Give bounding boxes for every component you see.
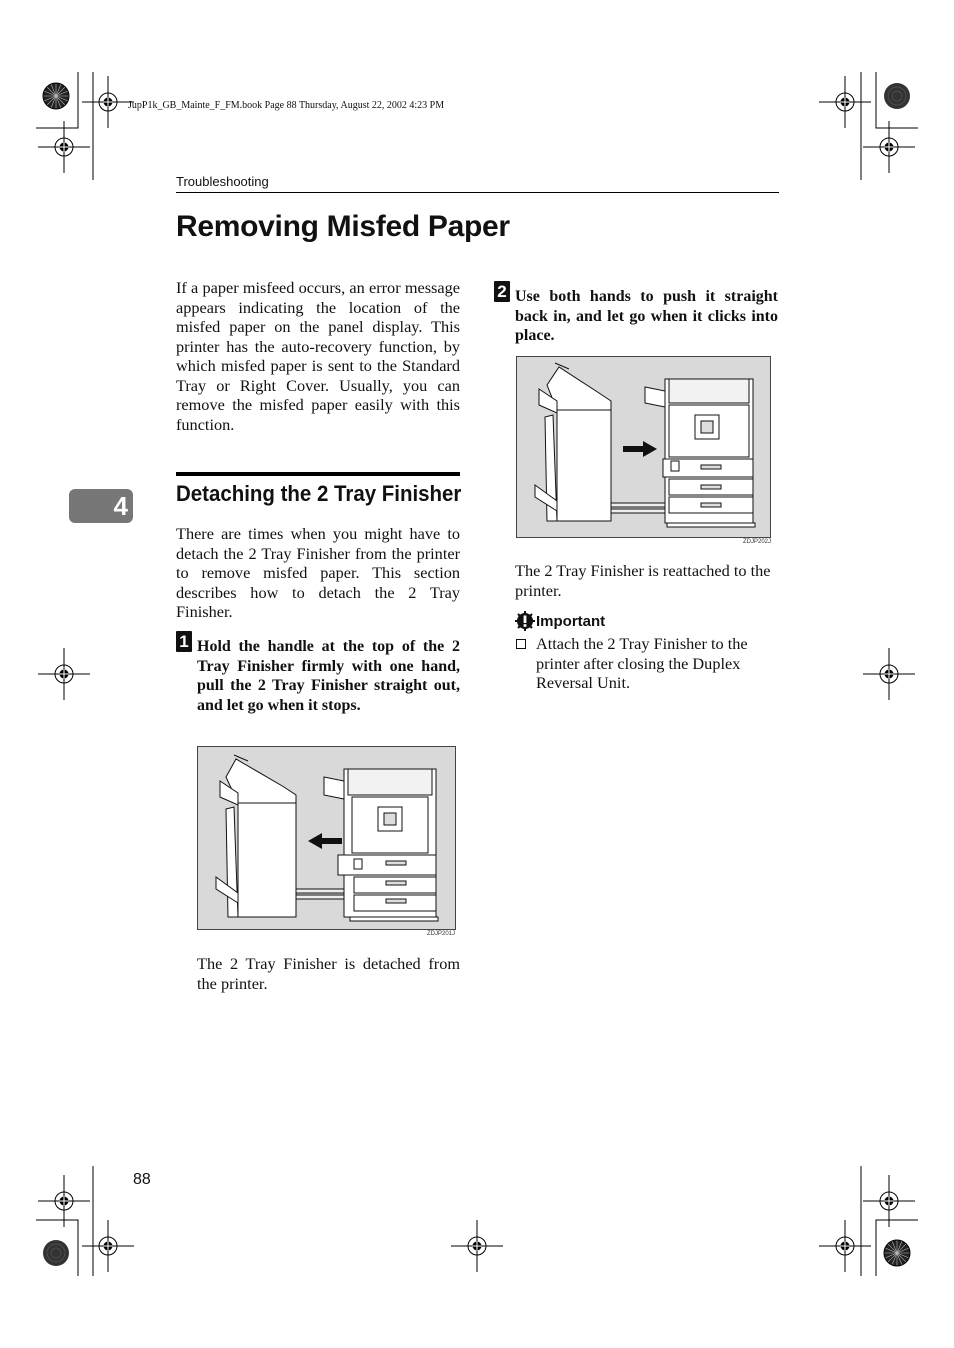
figure-detach-finisher xyxy=(197,746,456,930)
illustration-finisher-reattached xyxy=(517,357,770,537)
page-number: 88 xyxy=(133,1171,151,1188)
important-heading xyxy=(515,611,605,631)
important-label: Important xyxy=(536,612,606,630)
important-item: Attach the 2 Tray Finisher to the printer after closing the Duplex Reversal Unit. xyxy=(536,634,748,692)
step-1-badge: 1 xyxy=(176,631,192,652)
illustration-finisher-detached xyxy=(198,747,455,929)
section-rule xyxy=(176,472,460,476)
header-rule xyxy=(176,192,779,193)
figure-2-code: ZDJP202J xyxy=(743,539,772,545)
figure-1-code: ZDJP201J xyxy=(427,931,456,937)
section-paragraph: There are times when you might have to detach the 2 Tray Finisher from the printer to remove misfed paper. This section describes how to detach the 2 Tray Finisher. xyxy=(176,524,460,621)
step-2-instruction: Use both hands to push it straight back in, and let go when it clicks into place. xyxy=(515,288,778,345)
chapter-tab: 4 xyxy=(69,489,133,523)
step-2-caption: The 2 Tray Finisher is reattached to the printer. xyxy=(515,561,771,600)
page-title: Removing Misfed Paper xyxy=(176,210,510,243)
running-head: Troubleshooting xyxy=(176,174,269,189)
step-1-instruction: Hold the handle at the top of the 2 Tray Finisher firmly with one hand, pull the 2 Tray Finisher straight out, and let go when it stops. xyxy=(197,638,460,714)
figure-reattach-finisher xyxy=(516,356,771,538)
bullet-checkbox-icon xyxy=(516,639,526,649)
section-title: Detaching the 2 Tray Finisher xyxy=(176,481,462,506)
important-icon xyxy=(515,611,535,631)
file-info: JupP1k_GB_Mainte_F_FM.book Page 88 Thursday, August 22, 2002 4:23 PM xyxy=(128,100,445,111)
step-1-caption: The 2 Tray Finisher is detached from the printer. xyxy=(197,954,460,993)
step-2-badge: 2 xyxy=(494,281,510,302)
intro-paragraph: If a paper misfeed occurs, an error message appears indicating the location of the misfed paper on the panel display. This printer has the auto-recovery function, by which misfed paper is sent to the Standard Tray or Right Cover. Usually, you can remove the misfed paper easily with this function. xyxy=(176,278,460,434)
